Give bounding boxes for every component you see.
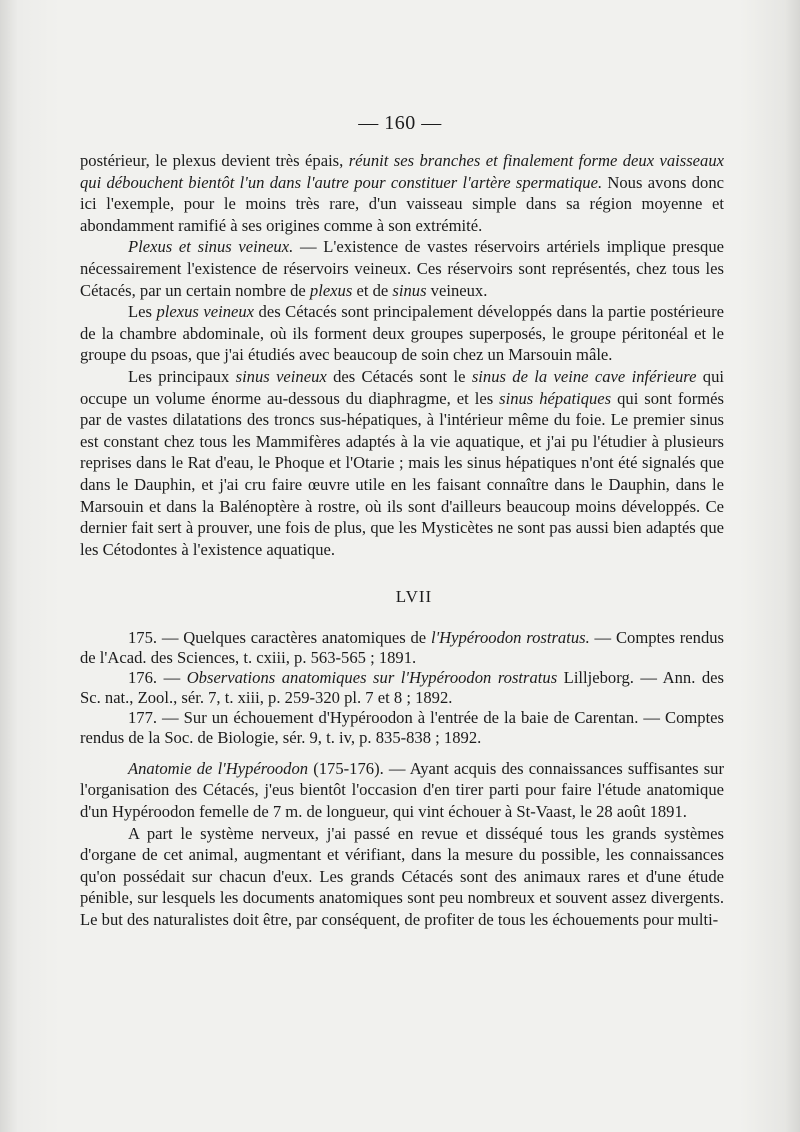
italic-span: sinus de la veine cave inférieure bbox=[471, 366, 697, 386]
paragraph-venous-plexus-intro bbox=[80, 236, 724, 301]
text-span: et de bbox=[352, 280, 393, 300]
text-span: Nous avons donc ici l'exemple, pour le moins très rare, d'un vaisseau simple dans sa région moyenne et abondamment ramifié à ses origines comme à son extrémité. bbox=[80, 172, 725, 235]
italic-span: sinus hépatiques bbox=[499, 388, 612, 408]
text-span: postérieur, le plexus devient très épais, bbox=[80, 151, 349, 170]
section-heading: LVII bbox=[395, 587, 433, 607]
text-span: des Cétacés sont principalement développés dans la partie postérieure de la chambre abdominale, où ils forment deux groupes superposés, le groupe péritonéal et le groupe du psoas, que j'ai étudiés avec beaucoup de soin chez un Marsouin mâle. bbox=[80, 302, 724, 365]
text-span: qui sont formés par de vastes dilatations des troncs sus-hépatiques, à l'intérieur même du foie. Le premier sinus est constant chez tous les Mammifères adaptés à la vie aquatique, et j'ai pu l'étudier à plusieurs reprises dans le Rat d'eau, le Phoque et l'Otarie ; mais les sinus hépatiques n'ont été signalés que dans le Dauphin, et j'ai cru faire œuvre utile en les faisant connaître dans le Dauphin, dans le Marsouin et dans la Balénoptère à rostre, où ils sont d'ailleurs beaucoup moins développés. Ce dernier fait sert à prouver, une fois de plus, que les Mysticètes ne sont pas aussi bien adaptés que les Cétodontes à l'existence aquatique. bbox=[80, 388, 724, 559]
paragraph-hyperoodon-anatomy bbox=[80, 758, 724, 823]
page-number: — 160 — bbox=[358, 112, 442, 134]
italic-span: l'Hypéroodon rostratus. bbox=[430, 627, 590, 647]
text-span: 175. — Quelques caractères anatomiques de bbox=[128, 627, 431, 647]
paragraph-venous-sinus bbox=[80, 366, 724, 560]
paragraph-venous-plexus bbox=[80, 301, 724, 366]
italic-span: plexus bbox=[309, 280, 353, 300]
reference-177: 177. — Sur un échouement d'Hypéroodon à l'entrée de la baie de Carentan. — Comptes rendus de la Soc. de Biologie, sér. 9, t. iv, p. 835-838 ; 1892. bbox=[80, 707, 724, 747]
italic-span: sinus bbox=[392, 280, 427, 300]
text-span: Les bbox=[128, 302, 157, 322]
text-span: — Comptes rendus de l'Acad. des Sciences, t. cxiii, p. 563-565 ; 1891. bbox=[80, 627, 724, 667]
text-span: 176. — bbox=[128, 667, 187, 687]
text-span: — L'existence de vastes réservoirs artériels implique presque nécessairement l'existence de réservoirs veineux. Ces réservoirs sont représentés, chez tous les Cétacés, par un certain nombre de bbox=[80, 237, 724, 300]
text-span: (175-176). — Ayant acquis des connaissances suffisantes sur l'organisation des Cétacés, j'eus bientôt l'occasion d'en tirer parti pour faire l'étude anatomique d'un Hypéroodon femelle de 7 m. de longueur, qui vint échouer à St-Vaast, le 28 août 1891. bbox=[80, 758, 724, 822]
italic-span: sinus veineux bbox=[235, 366, 327, 386]
reference-176 bbox=[80, 668, 724, 708]
reference-175 bbox=[80, 628, 724, 668]
italic-span: plexus veineux bbox=[156, 302, 255, 322]
page-body bbox=[80, 150, 724, 931]
paragraph-title: Plexus et sinus veineux. bbox=[128, 237, 294, 257]
paragraph-arterial-plexus bbox=[80, 150, 724, 236]
text-span: qui occupe un volume énorme au-dessous du diaphragme, et les bbox=[80, 366, 724, 408]
text-span: des Cétacés sont le bbox=[326, 366, 472, 386]
text-span: veineux. bbox=[426, 280, 488, 300]
paragraph-organ-systems: A part le système nerveux, j'ai passé en revue et disséqué tous les grands systèmes d'organe de cet animal, augmentant et vérifiant, dans la mesure du possible, les connaissances qu'on possédait sur chacun d'eux. Les grands Cétacés sont des animaux rares et d'une étude pénible, sur lesquels les documents anatomiques sont peu nombreux et souvent assez divergents. Le but des naturalistes doit être, par conséquent, de profiter de tous les échouements pour multi- bbox=[80, 823, 724, 930]
text-span: Les principaux bbox=[128, 366, 236, 386]
italic-span: Observations anatomiques sur l'Hypéroodon rostratus bbox=[186, 667, 558, 687]
italic-span: réunit ses branches et finalement forme deux vaisseaux qui débouchent bientôt l'un dans l'autre pour constituer l'artère spermatique. bbox=[80, 151, 724, 192]
paragraph-title: Anatomie de l'Hypéroodon bbox=[128, 758, 309, 778]
text-span: Lilljeborg. — Ann. des Sc. nat., Zool., sér. 7, t. xiii, p. 259-320 pl. 7 et 8 ; 1892. bbox=[80, 667, 724, 707]
